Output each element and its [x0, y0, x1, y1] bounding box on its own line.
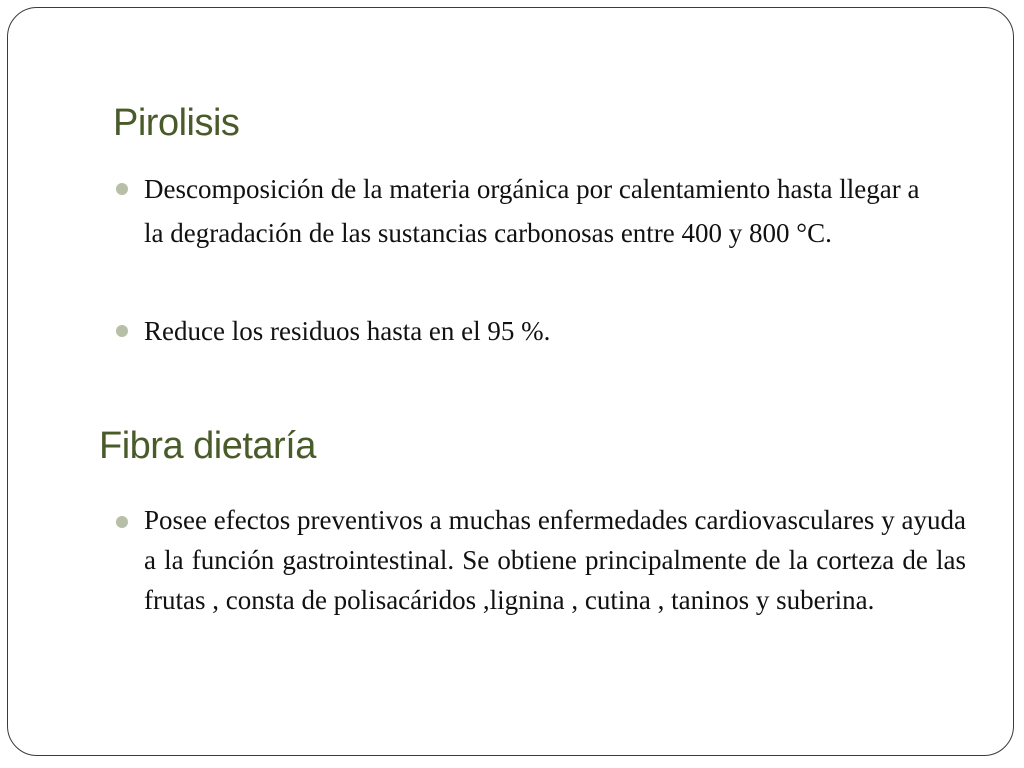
bullet-text: Posee efectos preventivos a muchas enfermedades cardiovasculares y ayuda a la función gastrointestinal. Se obtiene principalmente de la corteza de las frutas , consta de polisacáridos ,lignina , cutina , taninos y suberina. — [144, 505, 966, 615]
bullet-dot-icon — [116, 516, 128, 528]
bullet-text: Descomposición de la materia orgánica por calentamiento hasta llegar a la degradación de las sustancias carbonosas entre 400 y 800 °C. — [144, 174, 920, 248]
bullet-dot-icon — [116, 325, 128, 337]
bullet-dot-icon — [116, 183, 128, 195]
bullet-item — [144, 309, 934, 353]
section-title-pirolisis: Pirolisis — [113, 102, 240, 144]
bullet-item — [144, 167, 934, 255]
bullet-text: Reduce los residuos hasta en el 95 %. — [144, 316, 551, 346]
bullet-item — [144, 500, 966, 620]
section-title-fibra-dietaria: Fibra dietaría — [99, 425, 316, 467]
